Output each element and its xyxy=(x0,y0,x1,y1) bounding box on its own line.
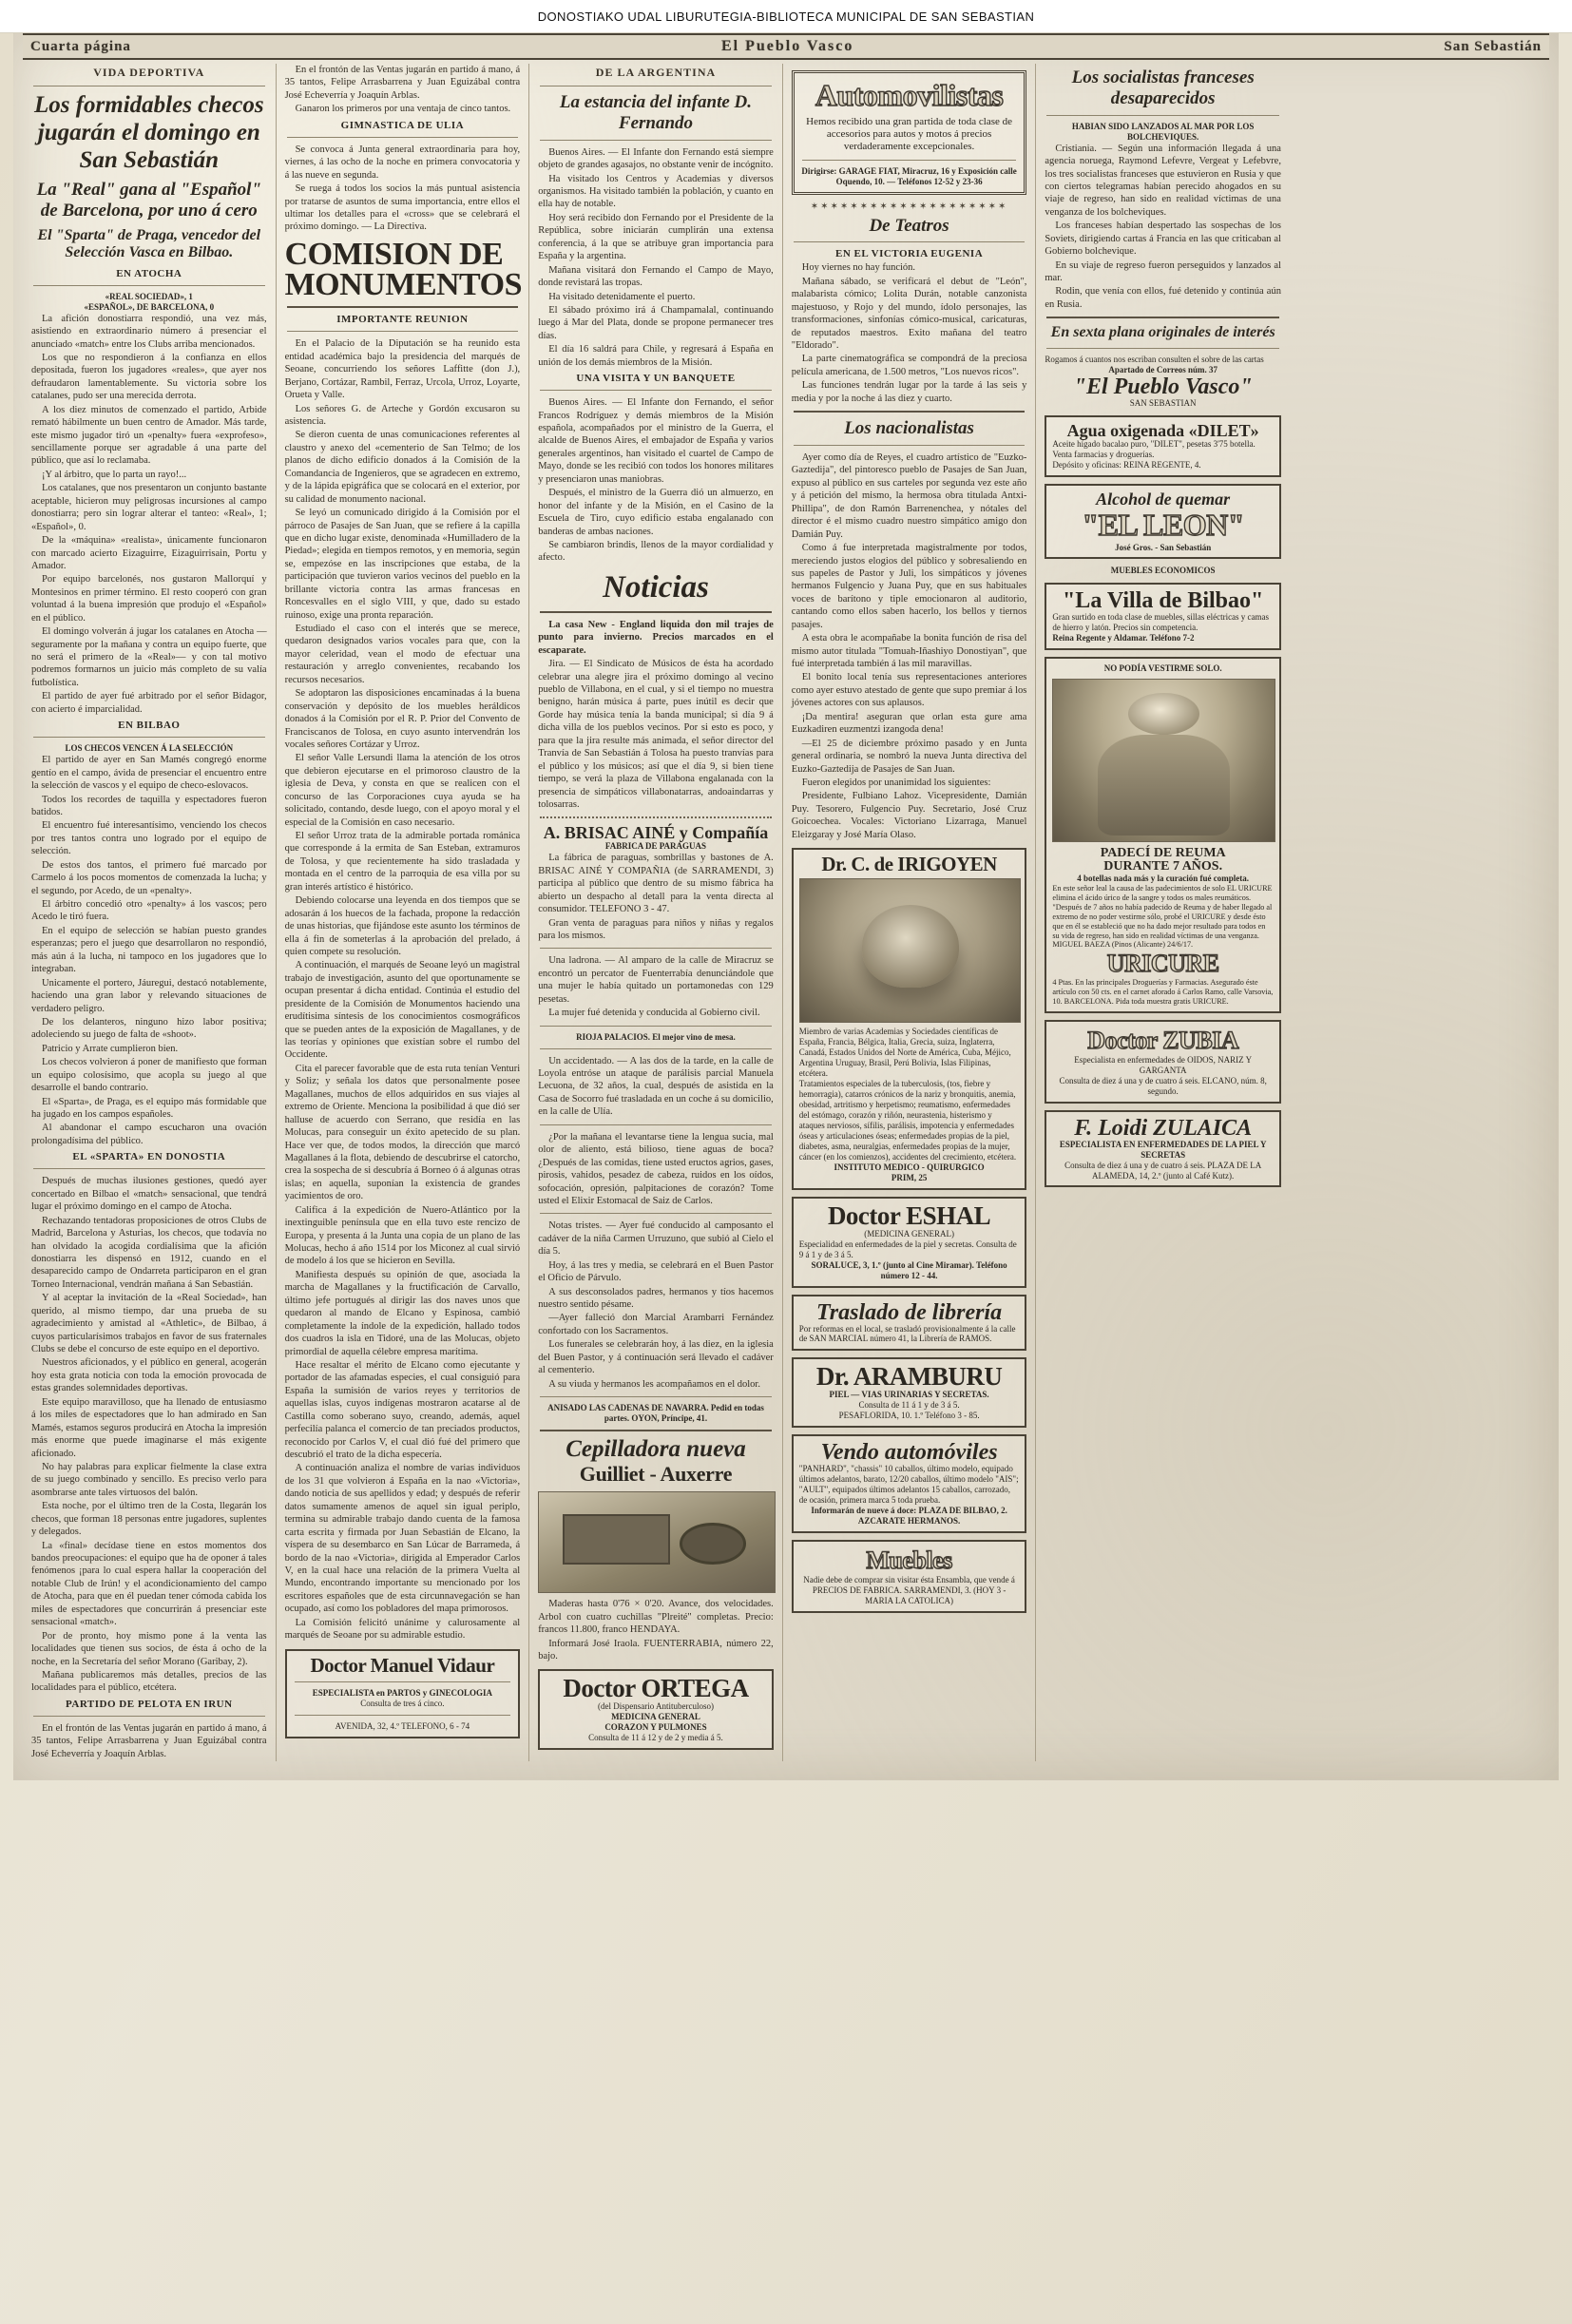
newspaper-sheet xyxy=(13,33,1559,1780)
ad-title: F. Loidi ZULAICA xyxy=(1074,1115,1253,1141)
paragraph: Después de muchas ilusiones gestiones, quedó ayer concertado en Bilbao el «match» sensacional, que tendrá lugar el próximo domingo en el campo de Atocha. xyxy=(31,1176,267,1213)
ad-text-brisac xyxy=(538,852,774,942)
article-bilbao xyxy=(31,754,267,1147)
paragraph: Rechazando tentadoras proposiciones de otros Clubs de Madrid, Barcelona y Asturias, los checos, que todavía no han olvidado la acogida cordialísima que la afición donostiarra les dispensó en 1912, cuando en el desaparecido campo de Ondarreta participaron en el gran Torneo Internacional, vendrán mañana á San Sebastián. xyxy=(31,1215,267,1290)
paragraph: Hoy será recibido don Fernando por el Presidente de la República, sobre iniciarán cumplirán una extensa conferencia, á la que se atribuye gran importancia para España y la argentina. xyxy=(538,212,774,262)
article-notas-tristes xyxy=(538,1220,774,1391)
ad-text: Por reformas en el local, se trasladó provisionalmente á la calle de SAN MARCIAL número 41, la Librería de RAMOS. xyxy=(798,1323,1016,1344)
notice-jira: Jira. — El Sindicato de Músicos de ésta ha acordado celebrar una alegre jira el próximo domingo al vecino pueblo de Villabona, en el cual, y si el tiempo no muestra benigno, harán música á parte, pues inútil es decir que Gorde hay música tenía la banda municipal; si día 9 á dicha villa de los pueblos vecinos. Por si esto es poco, y para que la jira resulte más animada, el señor director del Tranvía de San Sebastián á Tolosa ha puesto tranvías para el público y los músicos; así que el día 9, si bien tiene tiempo, se verá la plaza de Villabona engalanada con la presencia de simpáticos villabonatarras, andoaindarras y tolosarras. xyxy=(538,659,774,810)
paragraph: Como á fue interpretada magistralmente por todos, mereciendo justos elogios del público y sobresaliendo en sus papeles de Pastor y Juli, los simpáticos y jóvenes hermanos Fulgencio y Juana Puy, que en sus habituales voces de barítono y tiple emocionaron al auditorio, cantando como ellos saben hacerlo, los bellos y tiernos pasajes. xyxy=(791,543,1027,630)
ad-title: Doctor ZUBIA xyxy=(1087,1026,1239,1054)
paragraph: De estos dos tantos, el primero fué marcado por Carmelo á los pocos momentos de comenzada la lucha; y el segundo, por Acedo, de un «penalty». xyxy=(31,859,267,896)
paragraph: Todos los recordes de taquilla y espectadores fueron batidos. xyxy=(31,794,267,817)
paragraph: —El 25 de diciembre próximo pasado y en Junta general ordinaria, se nombró la nueva Junta directiva del Euzko-Gaztedija de Pasajes de San Juan. xyxy=(791,738,1027,775)
ad-title-cepilladora: Cepilladora nueva xyxy=(566,1436,746,1462)
paragraph: Se ruega á todos los socios la más puntual asistencia por tratarse de asuntos de suma importancia, entre ellos el ultimar los detalles para el «cross» que se celebrará el próximo domingo. — La Directiva. xyxy=(284,183,521,233)
column-5 xyxy=(1036,64,1290,1761)
ad-doctor-zubia[interactable] xyxy=(1045,1020,1281,1104)
ad-title: Dr. ARAMBURU xyxy=(815,1362,1003,1392)
paragraph: Este equipo maravilloso, que ha llenado de entusiasmo á los miles de espectadores que lo han admirado en San Mamés, estamos seguros producirá en Atocha la impresión más enorme que puede imaginarse el más exigente aficionado. xyxy=(31,1396,267,1459)
article-ladrona xyxy=(538,954,774,1019)
headline-real-espanol: La "Real" gana al "Español" de Barcelona, por uno á cero xyxy=(36,180,262,221)
paragraph: Maderas hasta 0'76 × 0'20. Avance, dos velocidades. Arbol con cuatro cuchillas "Plreité" completas. Precio: francos 11.800, franco HENDAYA. xyxy=(538,1599,774,1636)
paragraph: El domingo volverán á jugar los catalanes en Atocha —seguramente por la mañana y contra un equipo fuerte, que no será el primero de la «Real»— y con tal motivo podremos formarnos un juicio más completo de su valía futbolística. xyxy=(31,626,267,688)
paragraph: Hoy, á las tres y media, se celebrará en el Buen Pastor el Oficio de Párvulo. xyxy=(538,1259,774,1284)
headline-de-teatros: De Teatros xyxy=(869,215,949,236)
apartado-correos: Apartado de Correos núm. 37 xyxy=(1108,364,1217,375)
paragraph: Hace resaltar el mérito de Elcano como ejecutante y portador de las afamadas especies, el cual consiguió para España la sumisión de varios reyes y territorios de aquellas islas, cuyos indígenas mostraron acatarse al de Castilla como soberano suyo, creando, además, aquel perfecilía palanca el comercio de tan preciados productos, reconocido por Carlos V, el cual dió fué del primero que descubrió el trato de la dicha especería. xyxy=(284,1359,521,1461)
paragraph: La «final» decídase tiene en estos momentos dos bandos preocupaciones: el equipo que ha de oponer á tales fenómenos ¡para lo cual espera hallar la cooperación del notable Club de Irún! y el acondicionamiento del campo de Atocha, para que en él puedan tener cómoda cabida los miles de espectadores que concurrirán á presenciar este sensacional «match». xyxy=(31,1540,267,1628)
paragraph: Patricio y Arrate cumplieron bien. xyxy=(42,1043,179,1054)
paragraph: La afición donostiarra respondió, una vez más, asistiendo en extraordinario número á presenciar el anunciado «match» entre los Clubs arriba mencionados. xyxy=(31,313,267,350)
paragraph: ¡Y al árbitro, que lo parta un rayo!... xyxy=(42,469,187,480)
ad-institute-address: PRIM, 25 xyxy=(891,1172,928,1182)
ad-text-2: Venta farmacias y droguerías. xyxy=(1052,449,1155,459)
paragraph: En el frontón de las Ventas jugarán en partido á mano, á 35 tantos, Felipe Arrasbarrena y Juan Eguizábal contra José Echeverría y Joaquín Arblas. xyxy=(284,65,521,101)
ad-text-3: Depósito y oficinas: REINA REGENTE, 4. xyxy=(1052,459,1201,470)
paragraph: Por equipo barcelonés, nos gustaron Mallorquí y Montesinos en primer término. El resto cooperó con gran voluntad á la buena impresión que produjo el «Español» en el público. xyxy=(31,574,267,624)
ad-claim-3: 4 botellas nada más y la curación fué completa. xyxy=(1077,874,1250,884)
paragraph: Por de pronto, hoy mismo pone á la venta las localidades que tienen sus socios, de ésta á ocho de la noche, en la Secretaría del señor Morano (Garibay, 2). xyxy=(31,1630,267,1667)
ad-specialty: ESPECIALISTA en PARTOS y GINECOLOGIA xyxy=(312,1687,492,1698)
ad-text: Gran surtido en toda clase de muebles, sillas eléctricas y camas de hierro y latón. Precios sin competencia. xyxy=(1052,612,1270,633)
paragraph: Unicamente el portero, Jáuregui, destacó notablemente, haciendo una gran labor y relevando situaciones de verdadero peligro. xyxy=(31,977,267,1014)
paragraph: Mañana publicaremos más detalles, precios de las localidades para el público, etcétera. xyxy=(31,1669,267,1694)
doctor-portrait-image xyxy=(799,878,1022,1023)
paragraph: Ganaron los primeros por una ventaja de cinco tantos. xyxy=(295,104,511,115)
ad-title-line2: "EL LEON" xyxy=(1082,507,1244,542)
subsection-gimnastica: GIMNASTICA DE ULIA xyxy=(340,119,465,131)
headline-socialistas: Los socialistas franceses desaparecidos xyxy=(1071,67,1255,108)
paragraph: Mañana sábado, se verificará el debut de "León", malabarista cómico; Lolita Durán, notable canzonista majestuoso, y Rojo y del mundo, ídolo personajes, las transformaciones, sinfonías cómico-musical, caricaturas, de reputados maestros. Exito mañana del teatro "Eldorado". xyxy=(791,276,1027,351)
ad-specialty: PIEL — VIAS URINARIAS Y SECRETAS. xyxy=(829,1390,989,1400)
ad-title: Traslado de librería xyxy=(816,1299,1003,1325)
ad-text: "PANHARD", "chassis" 10 caballos, último modelo, equipado últimos adelantos, barato, 12/20 caballos, último modelo "AIS"; "AULT", equipados últimos adelantos 15 caballos, carrozado, de ocasión, primera marca 5 toda prueba. xyxy=(798,1464,1019,1506)
ad-specialty: MEDICINA GENERAL xyxy=(611,1712,700,1722)
paragraph: Buenos Aires. — El Infante don Fernando, el señor Francos Rodríguez y demás miembros de la Misión española, acompañados por el ministro de la Guerra, el alcalde de Buenos Aires, el embajador de España y varios generales argentinos, han visitado el cuartel de Campo de Mayo, donde se les recibió con todos los honores militares y presenciaron unas maniobras. xyxy=(538,397,774,485)
article-accidentado xyxy=(538,1055,774,1119)
promo-sexta-note: Rogamos á cuantos nos escriban consulten el sobre de las cartas xyxy=(1045,354,1264,364)
subsection-bolcheviques: HABIAN SIDO LANZADOS AL MAR POR LOS BOLCHEVIQUES. xyxy=(1071,121,1255,142)
headline-nacionalistas: Los nacionalistas xyxy=(844,418,974,439)
score-line-2: «ESPAÑOL», DE BARCELONA, 0 xyxy=(84,301,215,312)
column-3 xyxy=(529,64,783,1761)
paragraph: Cristiania. — Según una información llegada á una agencia noruega, Raymond Lefevre, Vergeat y Lefebvre, los tres socialistas franceses que estuvieron en Rusia y que con ciertos telegramas habían perecido ahogados en su viaje de regreso, han sido en realidad víctimas de una venganza de los bolcheviques. xyxy=(1045,143,1281,218)
paragraph: Mañana visitará don Fernando el Campo de Mayo, donde revistará las tropas. xyxy=(538,264,774,289)
ad-traslado-libreria[interactable] xyxy=(792,1295,1027,1352)
paragraph: Los franceses habían despertado las sospechas de los Soviets, dirigiendo cartas á Francia en las que criticaban al Gobierno bolchevique. xyxy=(1045,221,1281,258)
paragraph: A sus desconsolados padres, hermanos y tíos hacemos nuestro sentido pésame. xyxy=(538,1286,774,1310)
paragraph: De los delanteros, ninguno hizo labor positiva; adoleciendo su juego de falta de «shoot». xyxy=(31,1016,267,1041)
ad-dispensary: (del Dispensario Antituberculoso) xyxy=(597,1701,714,1712)
paragraph: Al abandonar el campo escucharon una ovación prolongadísima del público. xyxy=(31,1123,267,1146)
paragraph: El bonito local tenía sus representaciones anteriores como ayer estuvo atestado de gente que supo premiar á los jóvenes actores con sus aplausos. xyxy=(791,672,1027,709)
columns-container xyxy=(23,64,1549,1761)
ad-automovilistas[interactable] xyxy=(792,70,1027,195)
archive-banner xyxy=(0,0,1572,33)
masthead-pueblo-vasco: "El Pueblo Vasco" xyxy=(1073,374,1253,399)
paragraph: Se adoptaron las disposiciones encaminadas á la buena conservación y depósito de los muebles heráldicos donados á la Comisión por el R. P. Prior del Convento de Franciscanos de Tolosa, en cuyo asunto intervendrán los vocales señores Cortázar y Urroz. xyxy=(284,688,521,750)
ad-specialty: Especialista en enfermedades de OIDOS, NARIZ Y GARGANTA xyxy=(1074,1054,1253,1075)
ad-loidi-zulaica[interactable] xyxy=(1045,1110,1281,1188)
ad-dr-aramburu[interactable] xyxy=(792,1357,1027,1428)
paragraph: En el Palacio de la Diputación se ha reunido esta entidad académica bajo la presidencia del marqués de Seoane, concurriendo los señores Laffitte (don J.), Berjano, Cortázar, Rambil, Ferraz, Urcola, Urroz, Loyarte, Orueta y Valle. xyxy=(284,338,521,401)
paragraph: A esta obra le acompañabe la bonita función de risa del mismo autor titulada "Tomuah-Iñashiyo Donostiyan", que fué interpretada también á las mil maravillas. xyxy=(791,633,1027,669)
ad-anisado-cadenas[interactable]: ANISADO LAS CADENAS DE NAVARRA. Pedid en todas partes. OYON, Príncipe, 41. xyxy=(547,1403,764,1424)
paragraph: Rodin, que venía con ellos, fué detenido y continúa aún en Rusia. xyxy=(1045,286,1281,310)
ad-text: Nadie debe de comprar sin visitar ésta Ensambla, que vende á PRECIOS DE FABRICA. SARRAMENDI, 3. (HOY 3 - MARIA LA CATOLICA) xyxy=(803,1575,1015,1606)
paragraph: Ayer como día de Reyes, el cuadro artístico de "Euzko-Gaztedija", del pintoresco pueblo de Pasajes de San Juan, expuso al público en sus carteles por segunda vez este año y á petición del mismo, la hermosa obra titulada Antxi-Phillipa", de don Ramón Barrenenchea, y nótales del director é el mismo cuadro nuestro simpático amigo don Damián Puy. xyxy=(791,452,1027,540)
testimonial-portrait-image xyxy=(1052,679,1275,842)
paragraph: Nuestros aficionados, y el público en general, acogerán hoy esta grata noticia con toda la emoción provocada de estas grandes solemnidades deportivas. xyxy=(31,1357,267,1394)
ad-dr-irigoyen[interactable] xyxy=(792,848,1027,1190)
ad-doctor-ortega[interactable] xyxy=(538,1669,774,1750)
paragraph: Esta noche, por el último tren de la Costa, llegarán los checos, que forman 18 personas entre jugadores, suplentes y delegados. xyxy=(31,1501,267,1538)
ad-title: Automovilistas xyxy=(815,78,1004,112)
paragraph: Los catalanes, que nos presentaron un conjunto bastante aceptable, hicieron muy peligrosas incursiones al campo donostiarra; pero sin lograr alterar el tanteo: «Real», 1; «Español», 0. xyxy=(31,483,267,532)
article-pelota-cont xyxy=(285,64,521,116)
paragraph: El partido de ayer en San Mamés congregó enorme gentío en el campo, ávida de presenciar el encuentro entre la selección de vascos y el equipo de checo-eslovacos. xyxy=(31,755,267,792)
column-1 xyxy=(23,64,277,1761)
paragraph: Debiendo colocarse una leyenda en dos tiempos que se adosarán á los huecos de la fachada, propone la redacción de unas historias, que fijándose este asunto los términos de ella á fin de someterlas á la aprobación del prelado, á quien compete su resolución. xyxy=(284,895,521,957)
ad-text-1: Aceite hígado bacalao puro, "DILET", pesetas 3'75 botella. xyxy=(1052,438,1256,449)
column-2 xyxy=(277,64,530,1761)
paragraph: Un accidentado. — A las dos de la tarde, en la calle de Loyola entróse un ataque de parálisis parcial Manuela Lecuona, de 32 años, la cual, después de asistida en la Casa de Socorro fué trasladada en un coche á su domicilio, en la calle de Ulía. xyxy=(538,1055,774,1118)
article-comision xyxy=(285,337,521,1642)
ad-kicker-muebles: MUEBLES ECONOMICOS xyxy=(1110,566,1216,576)
subsection-sparta-donostia: EL «SPARTA» EN DONOSTIA xyxy=(72,1151,226,1163)
notice-new-england: La casa New - England liquida don mil trajes de punto para invierno. Precios marcados en el escaparate. xyxy=(538,619,774,656)
paragraph: El señor Valle Lersundi llama la atención de los otros que debieron ejecutarse en el primoroso claustro de la iglesia de Deva, y consta en que se realicen con el concurso de las Corporaciones cuya ayuda se ha solicitado, contando, desde luego, con el apoyo moral y el especial de la Comisión en caso necesario. xyxy=(284,753,521,828)
ad-rioja-palacios[interactable]: RIOJA PALACIOS. El mejor vino de mesa. xyxy=(576,1031,736,1042)
paragraph: Ha visitado los Centros y Academias y diversos organismos. Ha visitado también la población, y cuanto en ella hay de notable. xyxy=(538,173,774,210)
paragraph: Se convoca á Junta general extraordinaria para hoy, viernes, á las ocho de la noche en primera convocatoria y á las nueve en segunda. xyxy=(284,144,521,181)
section-kicker-argentina: DE LA ARGENTINA xyxy=(595,66,717,79)
section-kicker-sports: VIDA DEPORTIVA xyxy=(93,66,205,79)
ad-sub-brisac: FABRICA DE PARAGUAS xyxy=(604,841,707,852)
ad-title: Doctor ESHAL xyxy=(827,1200,991,1230)
subsection-victoria-eugenia: EN EL VICTORIA EUGENIA xyxy=(834,248,984,260)
paragraph: Se dieron cuenta de unas comunicaciones referentes al claustro y anexo del «cementerio de San Telmo; de los planos de dicho edificio donados á la Comisión de la Comandancia de Ingenieros, que se agradecen en extremo, y de la lápida epigráfica que se colocará en el exterior, por su calidad de monumento nacional. xyxy=(284,430,521,505)
ad-title: Muebles xyxy=(866,1546,952,1575)
ad-hours: Consulta de 11 á 1 y de 3 á 5. xyxy=(858,1400,960,1411)
ad-specialty-2: CORAZON Y PULMONES xyxy=(604,1722,707,1733)
masthead-title: El Pueblo Vasco xyxy=(720,38,854,54)
ad-institute: INSTITUTO MEDICO - QUIRURGICO xyxy=(834,1162,985,1172)
ad-claim-1: PADECÍ DE REUMA xyxy=(1100,846,1226,861)
paragraph: A continuación analiza el nombre de varias individuos de los 31 que volvieron á España en la nao «Victoria», dando noticia de sus apellidos y edad; y después de referir datos sumamente amenos de aquel sin igual periplo, termina su admirable trabajo dando cuenta de la famosa carta escrita y firmada por Juan Sebastián de Elcano, la víspera de su desembarco en San Lúcar de Barrameda, á bordo de la nao «Victoria», dirigida al Emperador Carlos V, en la cual hace una relación de la primera Vuelta al Mundo, encontrando importante su mencionado por los escritores españoles que de esta circunnavegación se han ocupado, así como los pobladores del mapa primorosos. xyxy=(284,1463,521,1615)
ad-title: Doctor ORTEGA xyxy=(563,1674,749,1703)
ad-address: Consulta de diez á una y de cuatro á seis. ELCANO, núm. 8, segundo. xyxy=(1059,1075,1267,1096)
masthead xyxy=(23,33,1549,60)
masthead-city: SAN SEBASTIAN xyxy=(1129,397,1197,408)
ad-address: PESAFLORIDA, 10. 1.º Teléfono 3 - 85. xyxy=(838,1411,980,1421)
paragraph: Los checos volvieron á poner de manifiesto que forman un equipo colosísimo, que acopla su juego al que desarrolle el bando contrario. xyxy=(31,1057,267,1094)
ad-doctor-eshal[interactable] xyxy=(792,1197,1027,1288)
paragraph: Presidente, Fulbiano Lahoz. Vicepresidente, Damián Puy. Tesorero, Fulgencio Puy. Secretario, José Cruz Goicoechea. Vocales: Victoriano Lizarraga, Manuel Eleizgaray y José María Olaso. xyxy=(791,791,1027,840)
headline-checos: Los formidables checos jugarán el domingo en San Sebastián xyxy=(33,92,264,173)
subsection-pelota-irun: PARTIDO DE PELOTA EN IRUN xyxy=(66,1698,233,1710)
paragraph: Gran venta de paraguas para niños y niñas y regalos para los mismos. xyxy=(538,917,774,941)
article-sparta xyxy=(31,1175,267,1695)
paragraph: Miembro de varias Academias y Sociedades científicas de España, Francia, Bélgica, Italia, Grecia, suiza, Inglaterra, Canadá, Estados Unidos del Norte de América, Cuba, Méjico, Argentina Uruguay, Brasil, Perú Bolivia, Islas Filipinas, etcétera. xyxy=(798,1027,1011,1078)
paragraph: Tratamientos especiales de la tuberculosis, (tos, fiebre y hemorragia), catarros crónicos de la nariz y bronquitis, anemia, obesidad, artritismo y herpetismo; reumatismo, enfermedades del estómago, corazón y riñón, neurastenia, histerismo y ataques nerviosos, sífilis, parálisis, impotencia y enfermedades óseas y articulaciones óseas; enfermedades propias de la piel, diabetes, asma, neuralgias, enfermedades propias de la mujer, cáncer (en los comienzos), accidentes del crecimiento, etcétera. xyxy=(798,1078,1017,1162)
headline-sparta: El "Sparta" de Praga, vencedor del Selección Vasca en Bilbao. xyxy=(37,226,261,261)
ad-elixir-estomacal xyxy=(538,1131,774,1208)
masthead-left: Cuarta página xyxy=(30,38,131,54)
paragraph: Los funerales se celebrarán hoy, á las diez, en la iglesia del Buen Pastor, y á continuación será llevado el cadáver al cementerio. xyxy=(538,1339,774,1376)
paragraph: El sábado próximo irá á Champamalal, continuando luego á Mar del Plata, donde se propone permanecer tres días. xyxy=(538,304,774,341)
promo-sexta-plana: En sexta plana originales de interés xyxy=(1050,324,1275,341)
ad-title: Agua oxigenada «DILET» xyxy=(1066,420,1259,440)
ad-text xyxy=(799,1027,1020,1162)
paragraph: Fueron elegidos por unanimidad los siguientes: xyxy=(801,777,991,788)
article-teatros xyxy=(792,261,1027,405)
ad-address: Dirigirse: GARAGE FIAT, Miracruz, 16 y Exposición calle Oquendo, 10. — Teléfonos 12-52 y 23-36 xyxy=(801,165,1017,186)
paragraph: El partido de ayer fué arbitrado por el señor Bidagor, con acierto é imparcialidad. xyxy=(31,691,267,715)
article-atocha xyxy=(31,313,267,717)
masthead-right: San Sebastián xyxy=(1444,38,1542,54)
paragraph: Una ladrona. — Al amparo de la calle de Miracruz se encontró un percator de Fuenterrabía denunciándole que una mujer le había quitado un portamonedas con 129 pesetas. xyxy=(538,955,774,1005)
subsection-bilbao: EN BILBAO xyxy=(118,720,181,732)
ad-company: José Gros. - San Sebastián xyxy=(1115,542,1212,552)
paragraph: En el frontón de las Ventas jugarán en partido á mano, á 35 tantos, Felipe Arrasbarrena y Juan Eguizábal contra José Echeverría y Joaquín Arblas. xyxy=(31,1722,267,1759)
paragraph: A continuación, el marqués de Seoane leyó un magistral trabajo de investigación, asunto del que oportunamente se ocupan presentar á dicha entidad. Continúa el estudio del presidente de la Comisión de Monumentos haciendo una erudítisima síntesis de los conocimientos cosmográficos que se pueden antes de la exposición de Magallanes, y de las teorías y opiniones que existían sobre el rumbo del Occidente. xyxy=(284,960,521,1061)
ad-hours: Consulta de tres á cinco. xyxy=(360,1698,445,1708)
paragraph: Se leyó un comunicado dirigido á la Comisión por el párroco de Pasajes de San Juan, que se refiere á la capilla que en dicho lugar existe, denominada «Humilladero de la Piedad»; elegida en tiempos remotos, y en memoria, según se, empezóse en las inscripciones que estaba, de la participación que tuvieron varios vecinos del pueblo en la brillante victoria contra las armas francesas en Roncesvalles en el siglo VIII, y que, dado su estado ruinoso, exige una pronta reparación. xyxy=(284,508,521,621)
paragraph: Buenos Aires. — El Infante don Fernando está siempre objeto de grandes agasajos, no obstante venir de incógnito. xyxy=(538,146,774,171)
paragraph: A su viuda y hermanos les acompañamos en el dolor. xyxy=(548,1378,760,1390)
paragraph: El día 16 saldrá para Chile, y regresará á España en unión de los demás miembros de la Misión. xyxy=(538,344,774,368)
article-pelota xyxy=(31,1722,267,1760)
paragraph: A los diez minutos de comenzado el partido, Arbide remató hábilmente un buen centro de Amador. Más tarde, este mismo jugador tiró un «penalty» fuera «exprofeso», sencillamente porque ser agradable á una parte del público, que así lo reclamaba. xyxy=(31,404,267,467)
paragraph: La mujer fué detenida y conducida al Gobierno civil. xyxy=(548,1008,760,1019)
ad-alcohol-el-leon[interactable] xyxy=(1045,484,1281,560)
ad-doctor-vidaur[interactable] xyxy=(285,1649,521,1738)
ad-brand: URICURE xyxy=(1106,950,1219,978)
paragraph: El árbitro concedió otro «penalty» á los vascos; pero Acedo le tiró fuera. xyxy=(31,899,267,923)
ad-testimonial-headline: NO PODÍA VESTIRME SOLO. xyxy=(1103,663,1222,674)
ad-title: Dr. C. de IRIGOYEN xyxy=(821,853,997,876)
ad-sub-cepilladora: Guilliet - Auxerre xyxy=(579,1462,733,1487)
score-line-3: LOS CHECOS VENCEN Á LA SELECCIÓN xyxy=(65,743,234,754)
headline-estancia-infante: La estancia del infante D. Fernando xyxy=(559,92,753,133)
paragraph: ¿Por la mañana el levantarse tiene la lengua sucia, mal olor de aliento, está bilioso, tiene aguas de boca? ¿Después de las comidas, tiene usted eructos agrios, gases, pirosis, vahidos, pesadez de cabeza, ruidos en los oídos, sofocación, opresión, palpitaciones de corazón? Tome usted el Elixir Estomacal de Saiz de Carlos. xyxy=(538,1131,774,1206)
ad-title: "La Villa de Bilbao" xyxy=(1062,588,1264,614)
paragraph: En el equipo de selección se habían puesto grandes esperanzas; pero el juego que desarrollaron no respondió, más aún á la lucha, ni tampoco en los jugadores que lo integraban. xyxy=(31,925,267,975)
ad-address: Informarán de nueve á doce: PLAZA DE BILBAO, 2. AZCARATE HERMANOS. xyxy=(811,1506,1007,1527)
paragraph: Informará José Iraola. FUENTERRABIA, número 22, bajo. xyxy=(538,1638,774,1661)
ad-title: Vendo automóviles xyxy=(820,1440,998,1466)
paragraph: La parte cinematográfica se compondrá de la preciosa película americana, de 1.500 metros, "Los nuevos ricos". xyxy=(791,354,1027,377)
article-socialistas xyxy=(1045,143,1281,312)
paragraph: Hoy viernes no hay función. xyxy=(801,262,916,274)
paragraph: El «Sparta», de Praga, es el equipo más formidable que ha jugado en los campos españoles. xyxy=(31,1096,267,1120)
ad-price-note: 4 Ptas. En las principales Droguerías y Farmacias. Asegurado éste artículo con 50 cts. en el carnet aforado á Carlos Ramo, calle Varsovia, 10. BARCELONA. Pida toda muestra gratis URICURE. xyxy=(1052,978,1274,1006)
paragraph: En su viaje de regreso fueron perseguidos y lanzados al mar. xyxy=(1045,259,1281,283)
ad-title-line1: Alcohol de quemar xyxy=(1096,489,1231,509)
paragraph: El encuentro fué interesantísimo, venciendo los checos por tres tantos contra uno logrado por el equipo de selección. xyxy=(31,820,267,857)
ad-agua-oxigenada[interactable] xyxy=(1045,415,1281,477)
article-gimnastica xyxy=(285,144,521,234)
subsection-reunion: IMPORTANTE REUNION xyxy=(336,314,469,326)
subsection-visita-banquete: UNA VISITA Y UN BANQUETE xyxy=(576,373,736,385)
ad-testimonial-text: En este señor leal la causa de las padecimientos de solo EL URICURE elimina el ácido úrico de la sangre y todos os males reumáticos. "Después de 7 años no había padecido de Reuma y de haber llegado al extremo de no poder vestirme sólo, probé el URICURE y desde ésto que en él se estableció que no ha dado mejor resultado para todos en su vida de regreso, han sido en realidad víctimas de una venganza. MIGUEL BAEZA (Pinos (Alicante) 24/6/17. xyxy=(1052,884,1273,950)
ad-specialty: Especialidad en enfermedades de la piel y secretas. Consulta de 9 á 1 y de 3 á 5. xyxy=(798,1239,1017,1259)
score-line-1: «REAL SOCIEDAD», 1 xyxy=(105,291,193,301)
paragraph: Los que no respondieron á la confianza en ellos depositada, fueron los jugadores «reales», que ayer nos defraudaron lamentablemente. Su victoria sobre los catalanes, pudo ser una merecida derrota. xyxy=(31,352,267,402)
ad-specialty: ESPECIALISTA EN ENFERMEDADES DE LA PIEL Y SECRETAS xyxy=(1059,1139,1267,1160)
paragraph: Las funciones tendrán lugar por la tarde á las seis y media y por la noche á las diez y cuarto. xyxy=(791,380,1027,404)
ad-address: Reina Regente y Aldamar. Teléfono 7-2 xyxy=(1052,633,1195,643)
paragraph: Ha visitado detenidamente el puerto. xyxy=(548,291,696,302)
column-4 xyxy=(783,64,1037,1761)
paragraph: Los señores G. de Arteche y Gordón excusaron su asistencia. xyxy=(284,403,521,428)
headline-comision-monumentos: COMISION DE MONUMENTOS xyxy=(284,236,522,303)
ad-title-brisac: A. BRISAC AINÉ y Compañía xyxy=(543,823,769,843)
ad-text-cepilladora xyxy=(538,1598,774,1662)
paragraph: La fábrica de paraguas, sombrillas y bastones de A. BRISAC AINÉ Y COMPAÑIA (de SARRAMENDI, 3) participa al público que dentro de su mismo fábrica ha abierto un despacho al detall para la venta directa al consumidor. TELEFONO 3 - 47. xyxy=(538,853,774,915)
article-infante xyxy=(538,146,774,369)
ad-uricure[interactable] xyxy=(1045,657,1281,1012)
paragraph: —Ayer falleció don Marcial Arambarri Fernández confortado con los Sacramentos. xyxy=(538,1313,774,1336)
ad-muebles[interactable] xyxy=(792,1540,1027,1613)
article-nacionalistas xyxy=(792,451,1027,841)
ad-address: Consulta de diez á una y de cuatro á seis. PLAZA DE LA ALAMEDA, 14, 2.º (junto al Café Kutz). xyxy=(1064,1160,1262,1181)
paragraph: Cita el parecer favorable que de esta ruta tenían Venturi y Soliz; y señala los datos que personalmente posee Magallanes, muchos de ellos adquiridos en sus viajes al extremo de Oriente. Menciona la posibilidad á que dió ser halluse de acuerdo con Serrano, que residía en las Molucas, para conseguir un éxito apetecido de su plan. Hace ver que, de todos modos, la dirección que marcó Magallanes á la flota, debiendo de descubrirse el catorcho, crea la sospecha de si descubría á Borneo ó á algunas otras islas; en aquella, suponían la existencia de grandes yacimientos de oro. xyxy=(284,1063,521,1202)
ad-subtitle: (MEDICINA GENERAL) xyxy=(864,1228,954,1239)
ad-address: SORALUCE, 3, 1.º (junto al Cine Miramar). Teléfono número 12 - 44. xyxy=(811,1259,1007,1280)
paragraph: Se cambiaron brindis, llenos de la mayor cordialidad y afecto. xyxy=(538,539,774,564)
paragraph: Estudiado el caso con el interés que se merece, quedaron designados varios vocales para que, con la mayor celeridad, vean el modo de efectuar una restauración y arreglo convenientes, recabando los recursos necesarios. xyxy=(284,624,521,685)
paragraph: El señor Urroz trata de la admirable portada románica que corresponde á la ermita de San Esteban, extramuros de Tolosa, y que recientemente ha sido trasladada y montada en el centro de la parroquia de esa villa por su gran interés artístico é histórico. xyxy=(284,831,521,893)
ad-villa-de-bilbao[interactable] xyxy=(1045,583,1281,650)
paragraph: Califica á la expedición de Nuero-Atlántico por la inextinguible península que en ella tuvo este rencizo de Europa, y presenta á la Junta una copia de un plano de las Molucas, hecho á año 1514 por los Miconez al cual sirvió de modelo á los que se hicieron en Sevilla. xyxy=(284,1204,521,1267)
ad-address: AVENIDA, 32, 4.º TELEFONO, 6 - 74 xyxy=(335,1720,470,1731)
subsection-atocha: EN ATOCHA xyxy=(116,267,182,279)
archive-banner-text: DONOSTIAKO UDAL LIBURUTEGIA-BIBLIOTECA MUNICIPAL DE SAN SEBASTIAN xyxy=(537,9,1035,24)
paragraph: Después, el ministro de la Guerra dió un almuerzo, en honor del infante y de la Misión, en el Casino de la Escuela de Tiro, cuyo edificio estaba engalanado con banderas de ambas naciones. xyxy=(538,488,774,537)
article-noticias xyxy=(538,619,774,812)
paragraph: De la «máquina» «realista», únicamente funcionaron con marcado acierto Eizaguirre, Eizaguirrisain, Portu y Amador. xyxy=(31,535,267,571)
paragraph: Y al aceptar la invitación de la «Real Sociedad», han querido, al mismo tiempo, dar una prueba de su agradecimiento y amistad al «Athletic», de Bilbao, á cuyos particularísimos trabajos en favor de sus fraternales Clubs se debe el concurso de este equipo en el deportivo. xyxy=(31,1293,267,1354)
ad-hours: Consulta de 11 á 12 y de 2 y media á 5. xyxy=(588,1733,723,1743)
article-banquete xyxy=(538,396,774,565)
ad-vendo-automoviles[interactable] xyxy=(792,1434,1027,1533)
ad-title: Doctor Manuel Vidaur xyxy=(310,1653,495,1677)
decorative-star-row: ✶✶✶✶✶✶✶✶✶✶✶✶✶✶✶✶✶✶✶✶ xyxy=(810,201,1008,212)
headline-noticias: Noticias xyxy=(603,569,709,605)
ad-subtitle: Hemos recibido una gran partida de toda clase de accesorios para autos y motos á precios verdaderamente excepcionales. xyxy=(806,116,1012,153)
paragraph: Notas tristes. — Ayer fué conducido al camposanto el cadáver de la niña Carmen Urruzuno, que subió al Cielo el día 5. xyxy=(538,1220,774,1258)
paragraph: La Comisión felicitó unánime y calurosamente al marqués de Seoane por su admirable estudio. xyxy=(284,1617,521,1642)
ad-claim-2: DURANTE 7 AÑOS. xyxy=(1103,859,1223,874)
paragraph: Manifiesta después su opinión de que, asociada la marcha de Magallanes y la fructificación de Carvallo, último jefe portugués al dirigir las dos naves unos que quedaron al mando de Elcano y Espinosa, cambió completamente la índole de la expedición, hallado todos dos cuadros la isla en Tidoré, una de las Molucas, objeto primordial de aquella célebre empresa marítima. xyxy=(284,1269,521,1357)
paragraph: No hay palabras para explicar fielmente la clase extra de su juego combinado y sencillo. Es preciso verlo para asombrarse ante tales virtuosos del balón. xyxy=(31,1461,267,1498)
paragraph: ¡Da mentira! aseguran que orlan esta gure ama Euzkadiren euzmentzi izangoda dena! xyxy=(791,711,1027,736)
machine-illustration xyxy=(538,1491,776,1593)
